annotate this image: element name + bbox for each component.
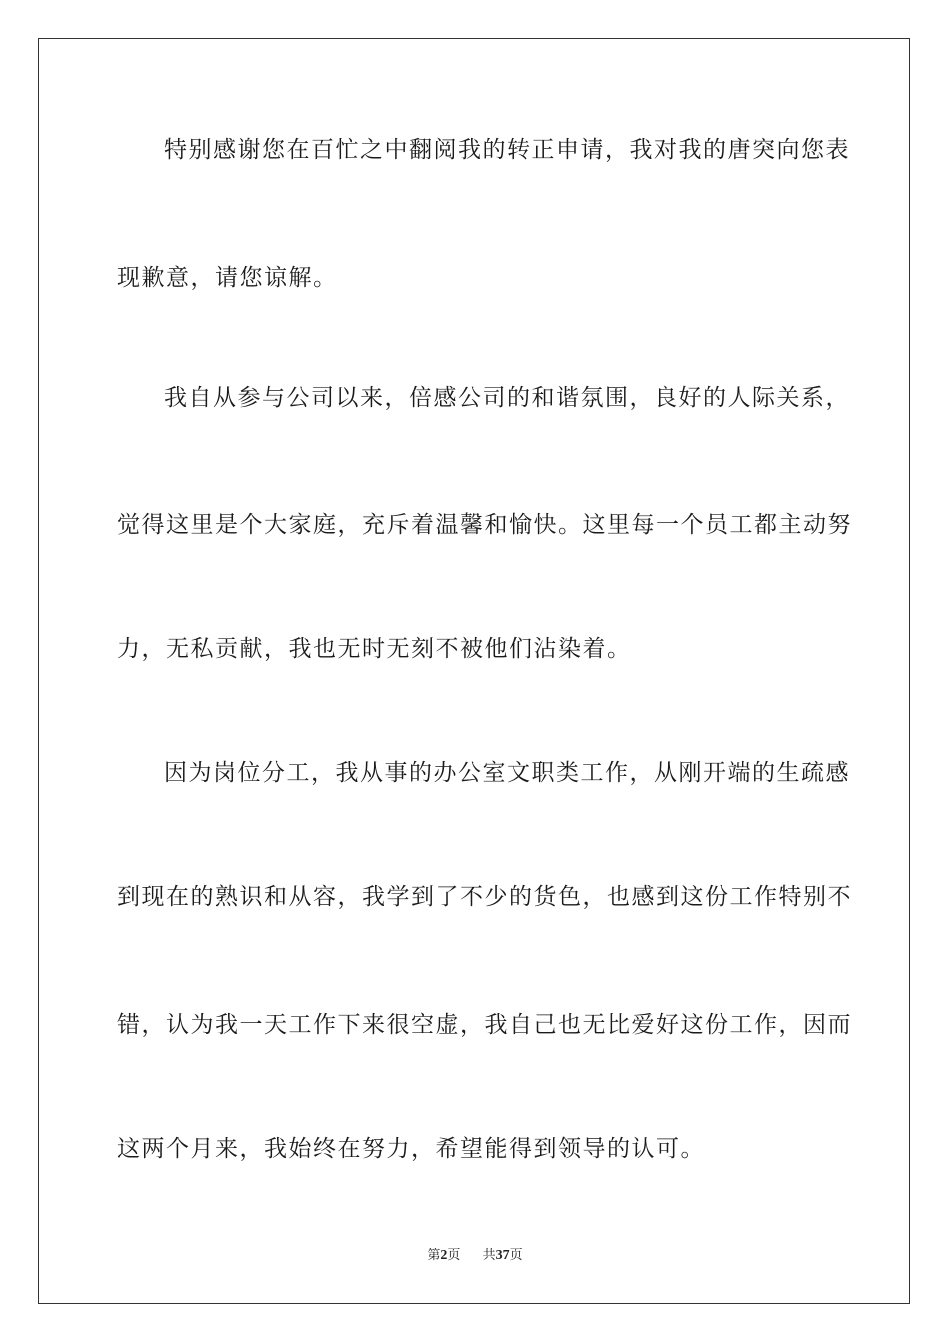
paragraph-2-line-1: 我自从参与公司以来，倍感公司的和谐氛围，良好的人际关系， <box>164 385 850 411</box>
page-label-suffix: 页 <box>447 1248 461 1263</box>
paragraph-2-line-2: 觉得这里是个大家庭，充斥着温馨和愉快。这里每一个员工都主动努 <box>117 512 852 538</box>
total-label-suffix: 页 <box>509 1248 523 1263</box>
page-label-prefix: 第 <box>427 1248 441 1263</box>
paragraph-1-line-2: 现歉意，请您谅解。 <box>117 265 338 291</box>
total-pages: 37 <box>495 1248 510 1263</box>
page-border <box>38 38 910 1304</box>
paragraph-3-line-2: 到现在的熟识和从容，我学到了不少的货色，也感到这份工作特别不 <box>117 884 852 910</box>
paragraph-3-line-1: 因为岗位分工，我从事的办公室文职类工作，从刚开端的生疏感 <box>164 760 850 786</box>
paragraph-3-line-4: 这两个月来，我始终在努力，希望能得到领导的认可。 <box>117 1136 705 1162</box>
page-footer <box>0 1247 950 1265</box>
paragraph-1-line-1: 特别感谢您在百忙之中翻阅我的转正申请，我对我的唐突向您表 <box>164 137 850 163</box>
paragraph-2-line-3: 力，无私贡献，我也无时无刻不被他们沾染着。 <box>117 636 632 662</box>
page-number: 2 <box>440 1248 448 1263</box>
paragraph-3-line-3: 错，认为我一天工作下来很空虚，我自己也无比爱好这份工作，因而 <box>117 1012 852 1038</box>
total-label-prefix: 共 <box>482 1248 496 1263</box>
